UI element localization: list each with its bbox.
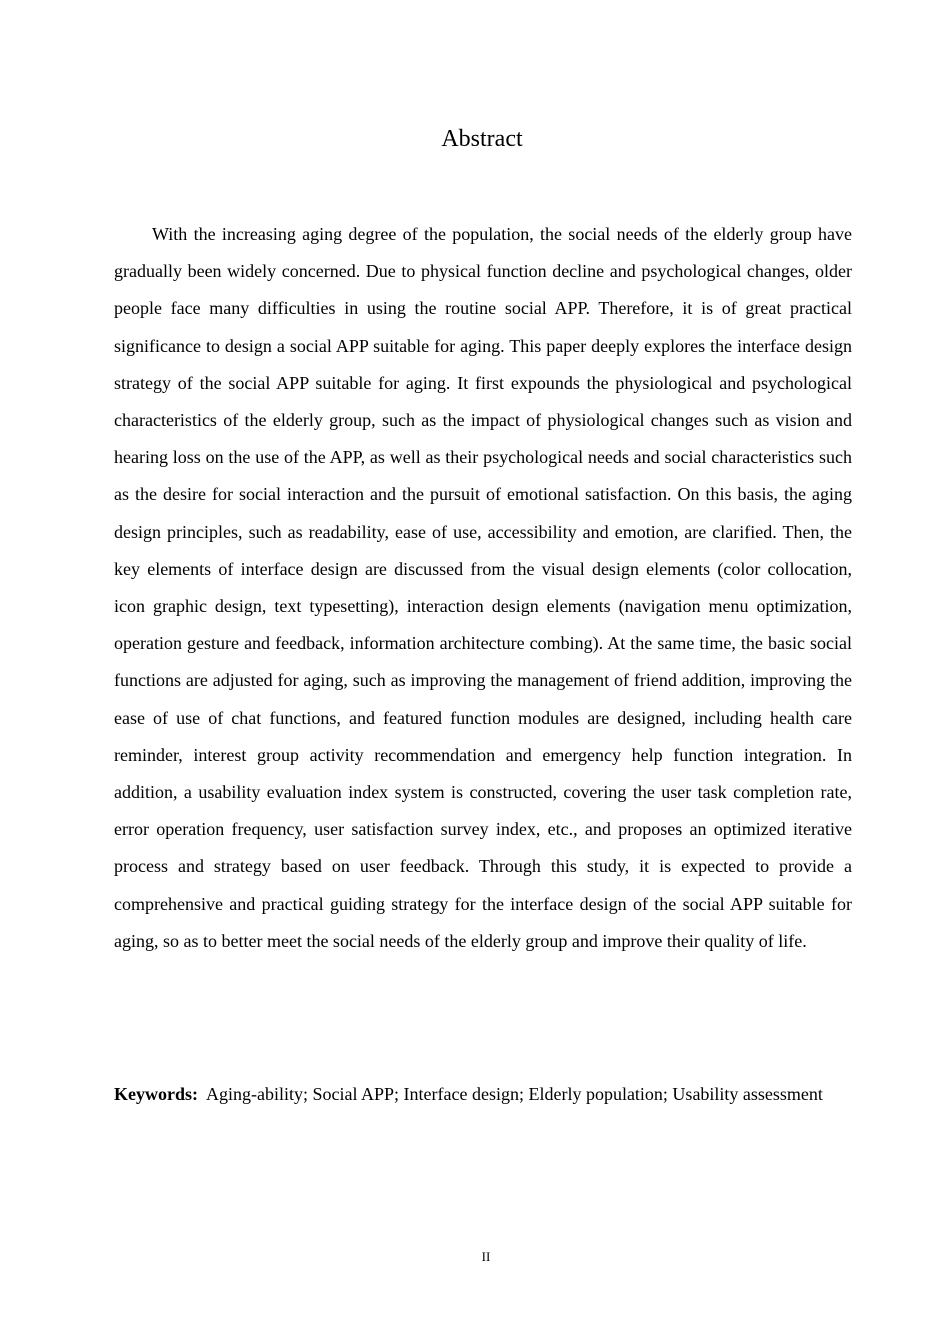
keywords-text: Aging-ability; Social APP; Interface design; Elderly population; Usability assessment [206,1084,823,1104]
page-number: II [481,1249,491,1264]
keywords-label: Keywords: [114,1084,198,1104]
abstract-body: With the increasing aging degree of the population, the social needs of the elderly group have gradually been widely concerned. Due to physical function decline and psychological changes, older people face many difficulties in using the routine social APP. Therefore, it is of great practical significance to design a social APP suitable for aging. This paper deeply explores the interface design strategy of the social APP suitable for aging. It first expounds the physiological and psychological characteristics of the elderly group, such as the impact of physiological changes such as vision and hearing loss on the use of the APP, as well as their psychological needs and social characteristics such as the desire for social interaction and the pursuit of emotional satisfaction. On this basis, the aging design principles, such as readability, ease of use, accessibility and emotion, are clarified. Then, the key elements of interface design are discussed from the visual design elements (color collocation, icon graphic design, text typesetting), interaction design elements (navigation menu optimization, operation gesture and feedback, information architecture combing). At the same time, the basic social functions are adjusted for aging, such as improving the management of friend addition, improving the ease of use of chat functions, and featured function modules are designed, including health care reminder, interest group activity recommendation and emergency help function integration. In addition, a usability evaluation index system is constructed, covering the user task completion rate, error operation frequency, user satisfaction survey index, etc., and proposes an optimized iterative process and strategy based on user feedback. Through this study, it is expected to provide a comprehensive and practical guiding strategy for the interface design of the social APP suitable for aging, so as to better meet the social needs of the elderly group and improve their quality of life. [114,224,852,951]
abstract-title: Abstract [441,126,523,152]
keywords-paragraph [114,1077,850,1111]
